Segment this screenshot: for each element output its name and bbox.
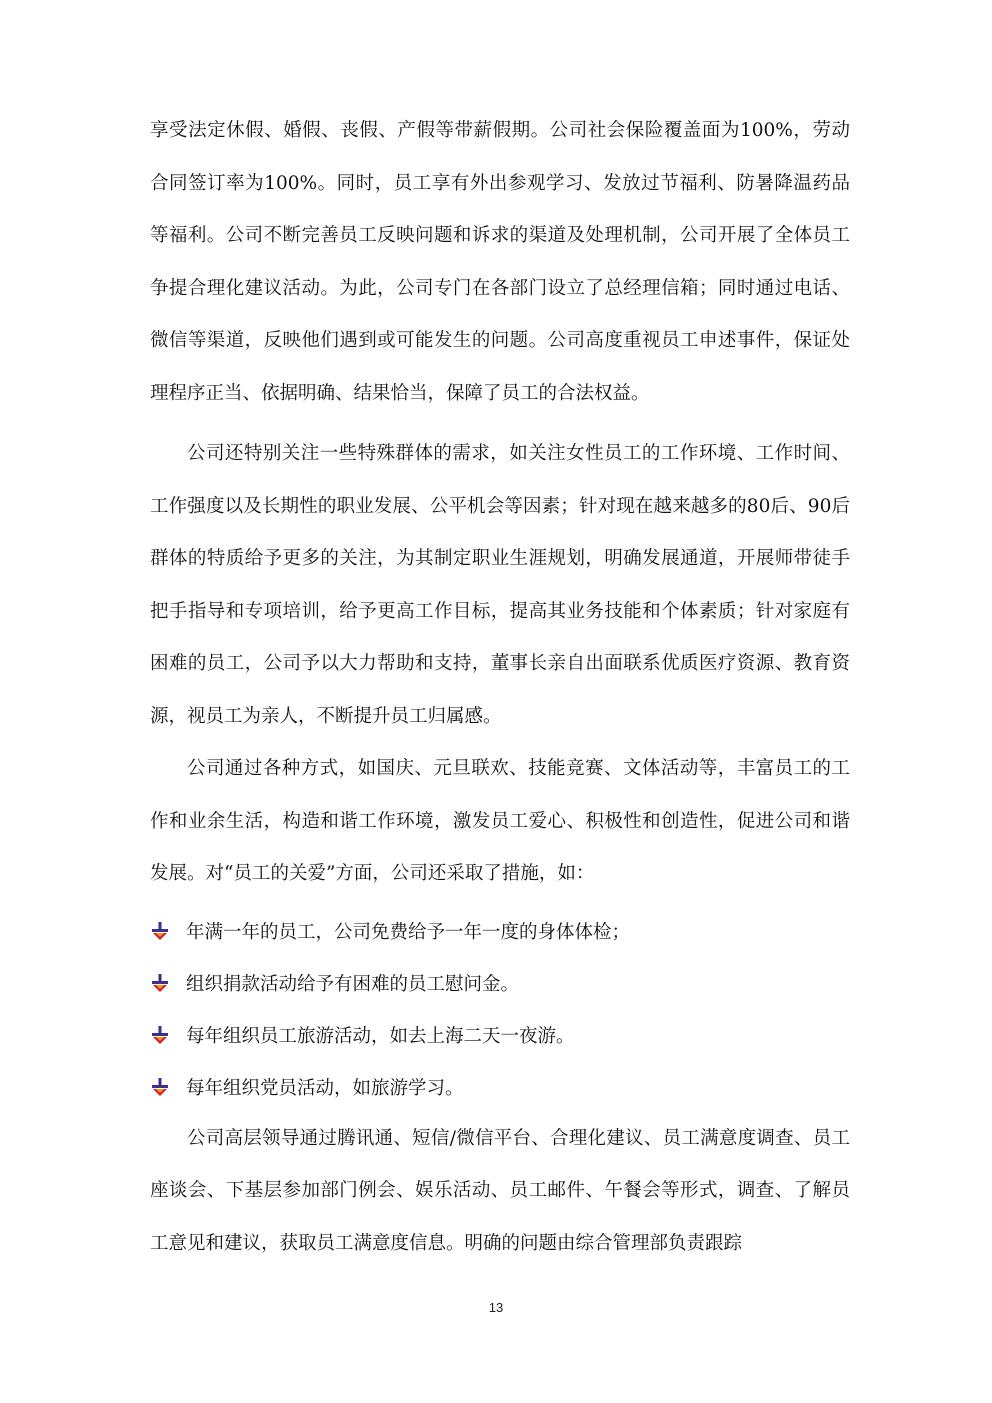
arrow-bullet-icon: [152, 922, 168, 940]
paragraph-activities: 公司通过各种方式，如国庆、元旦联欢、技能竞赛、文体活动等，丰富员工的工作和业余生活，构造和谐工作环境，激发员工爱心、积极性和创造性，促进公司和谐发展。对“员工的关爱”方面，公司还采取了措施，如：: [150, 758, 850, 884]
list-item: [150, 1061, 850, 1113]
arrow-bullet-icon: [152, 1026, 168, 1044]
list-item: [150, 1009, 850, 1061]
list-item-text: 组织捐款活动给予有困难的员工慰问金。: [186, 973, 520, 995]
list-item-text: 每年组织员工旅游活动，如去上海二天一夜游。: [186, 1025, 575, 1047]
paragraph-special-groups: 公司还特别关注一些特殊群体的需求，如关注女性员工的工作环境、工作时间、工作强度以及长期性的职业发展、公平机会等因素；针对现在越来越多的80后、90后群体的特质给予更多的关注，为其制定职业生涯规划，明确发展通道，开展师带徒手把手指导和专项培训，给予更高工作目标，提高其业务技能和个体素质；针对家庭有困难的员工，公司予以大力帮助和支持，董事长亲自出面联系优质医疗资源、教育资源，视员工为亲人，不断提升员工归属感。: [150, 443, 850, 727]
arrow-bullet-icon: [152, 1078, 168, 1096]
care-measures-list: [150, 905, 850, 1113]
list-item: [150, 905, 850, 957]
page-number: 13: [488, 1300, 504, 1315]
paragraph-benefits: 享受法定休假、婚假、丧假、产假等带薪假期。公司社会保险覆盖面为100%，劳动合同签订率为100%。同时，员工享有外出参观学习、发放过节福利、防暑降温药品等福利。公司不断完善员工反映问题和诉求的渠道及处理机制，公司开展了全体员工争提合理化建议活动。为此，公司专门在各部门设立了总经理信箱；同时通过电话、微信等渠道，反映他们遇到或可能发生的问题。公司高度重视员工申述事件，保证处理程序正当、依据明确、结果恰当，保障了员工的合法权益。: [150, 120, 850, 404]
paragraph-feedback: 公司高层领导通过腾讯通、短信/微信平台、合理化建议、员工满意度调查、员工座谈会、下基层参加部门例会、娱乐活动、员工邮件、午餐会等形式，调查、了解员工意见和建议，获取员工满意度信息。明确的问题由综合管理部负责跟踪: [150, 1127, 850, 1254]
list-item-text: 年满一年的员工，公司免费给予一年一度的身体体检；: [186, 921, 631, 943]
list-item-text: 每年组织党员活动，如旅游学习。: [186, 1077, 464, 1099]
document-body: [150, 105, 850, 1270]
list-item: [150, 957, 850, 1009]
arrow-bullet-icon: [152, 974, 168, 992]
